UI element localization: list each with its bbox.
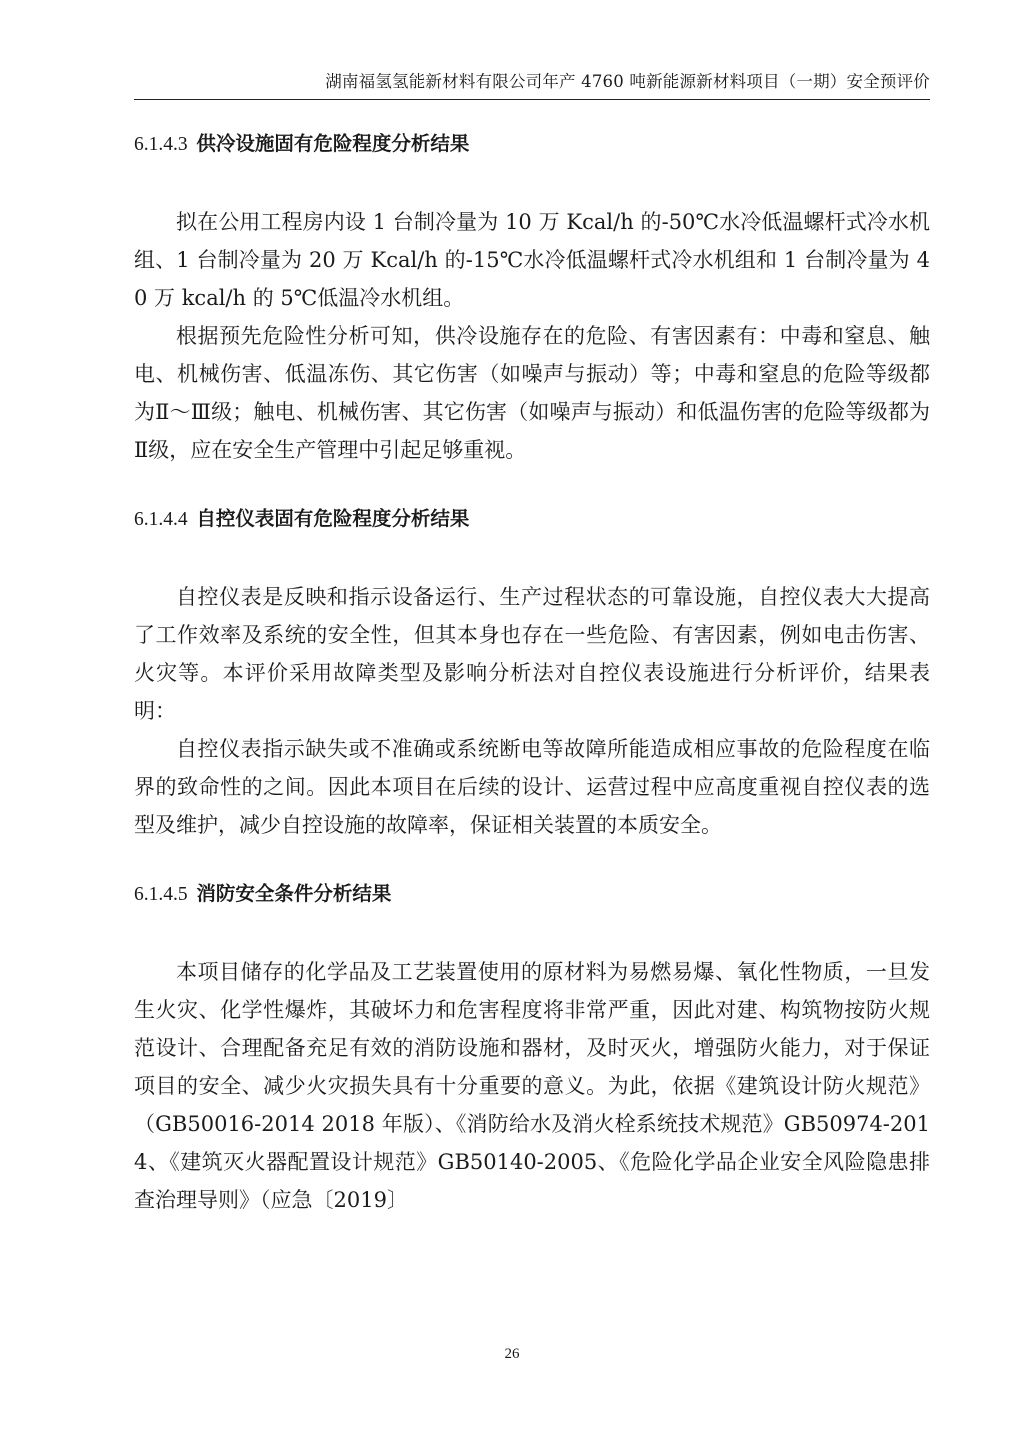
section-heading — [134, 505, 930, 534]
section-number: 6.1.4.4 — [134, 509, 188, 530]
paragraph: 自控仪表是反映和指示设备运行、生产过程状态的可靠设施，自控仪表大大提高了工作效率及系统的安全性，但其本身也存在一些危险、有害因素，例如电击伤害、火灾等。本评价采用故障类型及影响分析法对自控仪表设施进行分析评价，结果表明： — [134, 585, 930, 723]
page-header — [134, 72, 930, 100]
section-6-1-4-3 — [134, 130, 930, 469]
section-title: 供冷设施固有危险程度分析结果 — [196, 132, 470, 155]
section-6-1-4-5 — [134, 880, 930, 1219]
section-heading — [134, 130, 930, 159]
section-heading — [134, 880, 930, 909]
document-body — [134, 118, 930, 1219]
section-title: 自控仪表固有危险程度分析结果 — [196, 507, 470, 530]
section-title: 消防安全条件分析结果 — [196, 882, 392, 905]
page-number: 26 — [504, 1346, 520, 1362]
document-title: 湖南福氢氢能新材料有限公司年产 4760 吨新能源新材料项目（一期）安全预评价 — [325, 72, 930, 91]
paragraph: 自控仪表指示缺失或不准确或系统断电等故障所能造成相应事故的危险程度在临界的致命性的之间。因此本项目在后续的设计、运营过程中应高度重视自控仪表的选型及维护，减少自控设施的故障率，保证相关装置的本质安全。 — [134, 737, 930, 837]
paragraph: 本项目储存的化学品及工艺装置使用的原材料为易燃易爆、氧化性物质，一旦发生火灾、化学性爆炸，其破坏力和危害程度将非常严重，因此对建、构筑物按防火规范设计、合理配备充足有效的消防设施和器材，及时灭火，增强防火能力，对于保证项目的安全、减少火灾损失具有十分重要的意义。为此，依据《建筑设计防火规范》（GB50016-2014 2018 年版）、《消防给水及消火栓系统技术规范》GB50974-2014、《建筑灭火器配置设计规范》GB50140-2005、《危险化学品企业安全风险隐患排查治理导则》（应急〔2019〕 — [134, 960, 930, 1212]
paragraph: 根据预先危险性分析可知，供冷设施存在的危险、有害因素有：中毒和窒息、触电、机械伤害、低温冻伤、其它伤害（如噪声与振动）等；中毒和窒息的危险等级都为Ⅱ～Ⅲ级；触电、机械伤害、其它伤害（如噪声与振动）和低温伤害的危险等级都为Ⅱ级，应在安全生产管理中引起足够重视。 — [134, 324, 930, 462]
section-6-1-4-4 — [134, 505, 930, 844]
section-number: 6.1.4.5 — [134, 884, 188, 905]
paragraph: 拟在公用工程房内设 1 台制冷量为 10 万 Kcal/h 的-50℃水冷低温螺杆式冷水机组、1 台制冷量为 20 万 Kcal/h 的-15℃水冷低温螺杆式冷水机组和 1 台制冷量为 40 万 kcal/h 的 5℃低温冷水机组。 — [134, 210, 930, 310]
section-number: 6.1.4.3 — [134, 134, 188, 155]
